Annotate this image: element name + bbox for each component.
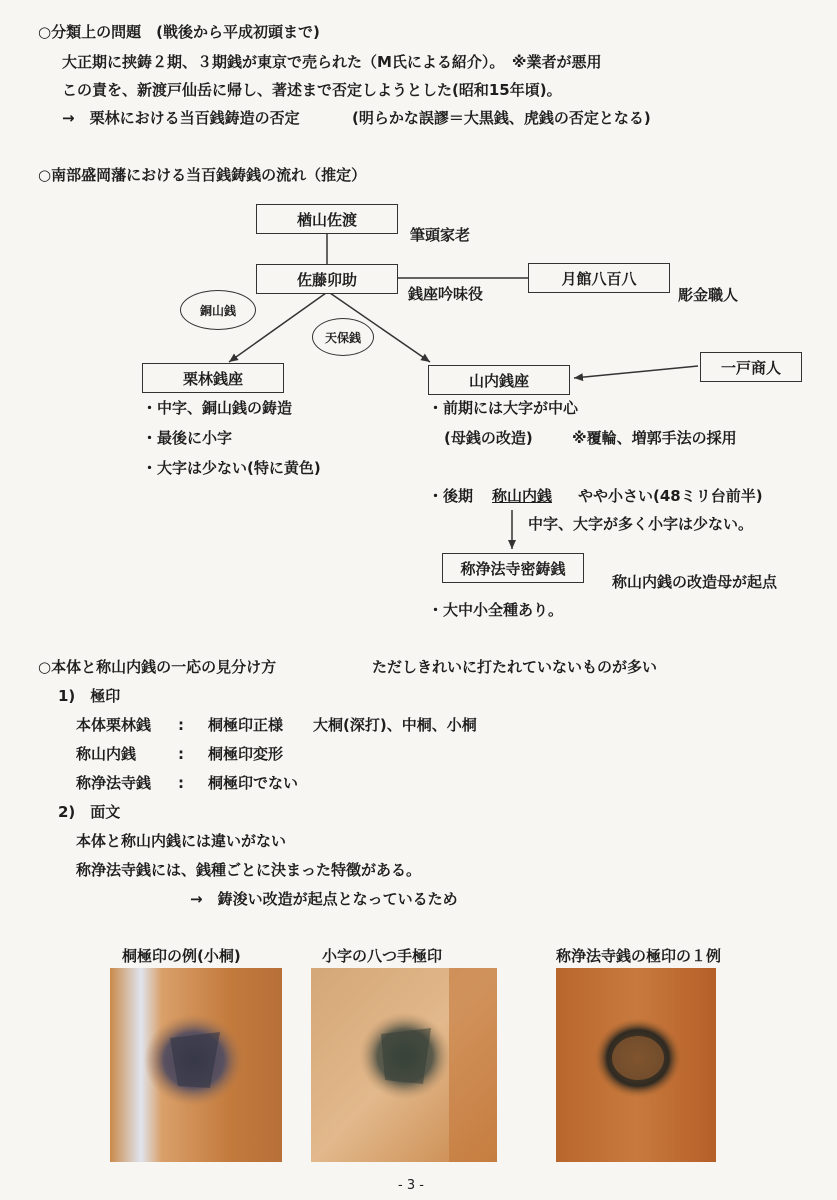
row-name: 本体栗林銭 <box>76 716 152 734</box>
label-chokin: 彫金職人 <box>678 286 739 304</box>
text-line: この責を、新渡戸仙岳に帰し、著述まで否定しようとした(昭和15年頃)。 <box>62 81 562 99</box>
kuri-note: ・大字は少ない(特に黄色) <box>142 459 321 477</box>
label-hitto: 筆頭家老 <box>410 226 471 244</box>
section-heading-distinguish: ○本体と称山内銭の一応の見分け方 <box>38 658 277 676</box>
menbun-text: 称浄法寺銭には、銭種ごとに決まった特徴がある。 <box>76 861 422 879</box>
sannai-note: やや小さい(48ミリ台前半) <box>578 487 763 505</box>
label-zeniza: 銭座吟味役 <box>408 285 484 303</box>
box-kashiyama: 楢山佐渡 <box>256 204 398 234</box>
box-shojo: 称浄法寺密鋳銭 <box>442 553 584 583</box>
photo-yatsude-gokuin <box>311 968 497 1162</box>
item-menbun: 2) 面文 <box>58 803 121 821</box>
text-line: → 栗林における当百銭鋳造の否定 <box>62 109 300 127</box>
row-colon: : <box>178 774 184 792</box>
sannai-note: ・前期には大字が中心 <box>428 399 579 417</box>
row-value: 桐極印正様 大桐(深打)、中桐、小桐 <box>208 716 477 734</box>
box-sannai: 山内銭座 <box>428 365 570 395</box>
text-line: (明らかな誤謬＝大黒銭、虎銭の否定となる) <box>352 109 651 127</box>
row-colon: : <box>178 745 184 763</box>
photo-caption: 称浄法寺銭の極印の１例 <box>556 947 722 965</box>
section-heading-flow: ○南部盛岡藩における当百銭鋳銭の流れ（推定） <box>38 166 367 184</box>
photo-caption: 小字の八つ手極印 <box>322 947 443 965</box>
box-tsukidate: 月館八百八 <box>528 263 670 293</box>
photo-kiri-gokuin <box>110 968 282 1162</box>
photo-caption: 桐極印の例(小桐) <box>122 947 241 965</box>
page-number: - 3 - <box>398 1178 424 1193</box>
box-kuribayashi: 栗林銭座 <box>142 363 284 393</box>
kuri-note: ・最後に小字 <box>142 429 233 447</box>
arrow-from-ichinohe <box>574 366 698 378</box>
sannai-note: ※覆輪、増郭手法の採用 <box>572 429 737 447</box>
row-value: 桐極印変形 <box>208 745 284 763</box>
shojo-note: 称山内銭の改造母が起点 <box>612 573 778 591</box>
row-colon: : <box>178 716 184 734</box>
ellipse-tempo: 天保銭 <box>312 318 374 356</box>
menbun-text: 本体と称山内銭には違いがない <box>76 832 287 850</box>
sannai-note: 中字、大字が多く小字は少ない。 <box>528 515 754 533</box>
row-value: 桐極印でない <box>208 774 299 792</box>
box-sato: 佐藤卯助 <box>256 264 398 294</box>
row-name: 称浄法寺銭 <box>76 774 152 792</box>
sannai-note: (母銭の改造) <box>444 429 533 447</box>
sannai-note-underlined: 称山内銭 <box>492 487 553 505</box>
item-gokuin: 1) 極印 <box>58 687 121 705</box>
sannai-note: ・後期 <box>428 487 474 505</box>
menbun-text: → 鋳浚い改造が起点となっているため <box>190 890 458 908</box>
ellipse-dozan: 銅山銭 <box>180 290 256 330</box>
text-line: 大正期に挟鋳２期、３期銭が東京で売られた（M氏による紹介）。 ※業者が悪用 <box>62 53 602 71</box>
shojo-note: ・大中小全種あり。 <box>428 601 564 619</box>
box-ichinohe: 一戸商人 <box>700 352 802 382</box>
section-heading-classification: ○分類上の問題 (戦後から平成初頭まで) <box>38 23 320 41</box>
section-heading-note: ただしきれいに打たれていないものが多い <box>372 658 658 676</box>
photo-shojo-gokuin <box>556 968 716 1162</box>
kuri-note: ・中字、銅山銭の鋳造 <box>142 399 293 417</box>
row-name: 称山内銭 <box>76 745 137 763</box>
